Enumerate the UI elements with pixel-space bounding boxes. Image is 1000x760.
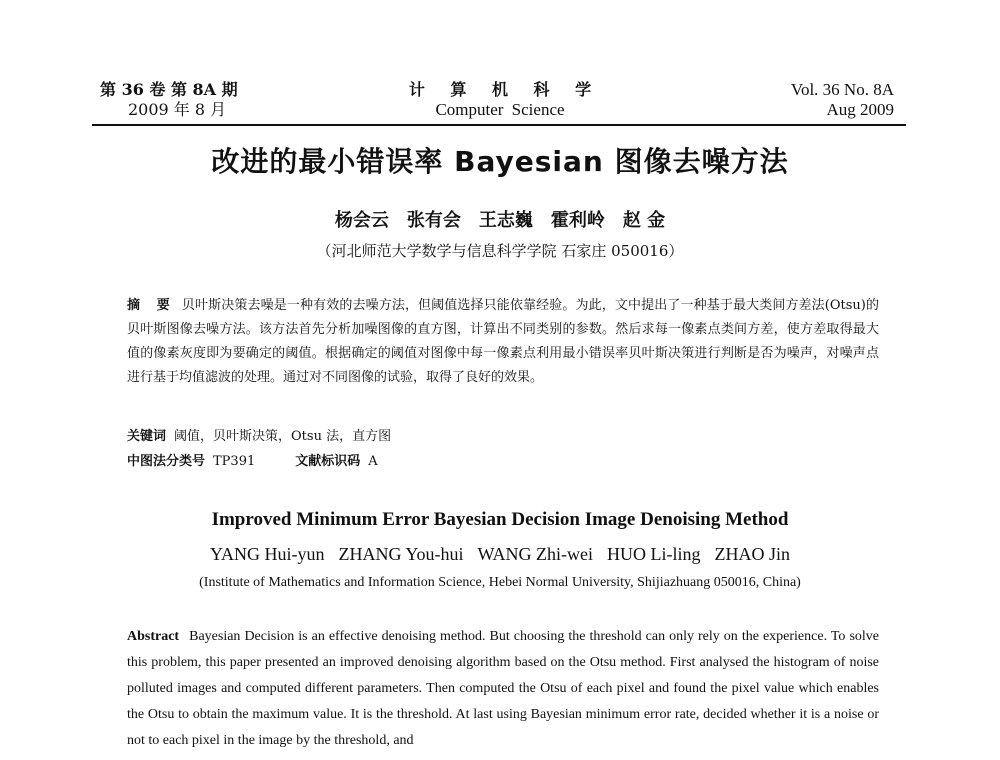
author-cn: 王志巍 xyxy=(478,210,533,231)
keywords-label-cn: 关键词 xyxy=(127,429,167,444)
author-en: YANG Hui-yun xyxy=(210,544,325,564)
abstract-label-cn: 摘 要 xyxy=(127,298,176,313)
header-volume-block xyxy=(791,80,894,120)
header-date-cn: 2009 年 8 月 xyxy=(128,100,227,119)
classification-cn xyxy=(127,451,378,473)
abstract-en xyxy=(127,624,879,760)
doc-code: A xyxy=(368,454,378,469)
title-cn: 改进的最小错误率 Bayesian 图像去噪方法 xyxy=(211,145,789,178)
abstract-text-cn: 贝叶斯决策去噪是一种有效的去噪方法，但阈值选择只能依靠经验。为此，文中提出了一种基于最大类间方差法(Otsu)的贝叶斯图像去噪方法。该方法首先分析加噪图像的直方图，计算出不同类别的参数。然后求每一像素点类间方差，使方差取得最大值的像素灰度即为要确定的阈值。根据确定的阈值对图像中每一像素点利用最小错误率贝叶斯决策进行判断是否为噪声，对噪声点进行基于均值滤波的处理。通过对不同图像的试验，取得了良好的效果。 xyxy=(127,298,879,385)
author-cn: 杨会云 xyxy=(334,210,389,231)
abstract-cn xyxy=(127,294,879,390)
header-date-en: Aug 2009 xyxy=(826,100,894,119)
authors-cn xyxy=(0,208,1000,234)
header-volume-en: Vol. 36 No. 8A xyxy=(790,80,894,99)
author-en: ZHANG You-hui xyxy=(338,544,464,564)
abstract-text-en: Bayesian Decision is an effective denoising method. But choosing the threshold can only rely on the experience. To solve this problem, this paper presented an improved denoising algorithm based on the Otsu method. First analysed the histogram of noise polluted images and computed different parameters. Then computed the Otsu of each pixel and found the pixel value which enables the Otsu to obtain the maximum value. It is the threshold. At last using Bayesian minimum error rate, decided whether it is a noise or not to each pixel in the image by the threshold, and xyxy=(127,629,879,748)
affiliation-en: (Institute of Mathematics and Information Science, Hebei Normal University, Shijiazhuang 050016, China) xyxy=(199,575,801,590)
author-en: ZHAO Jin xyxy=(714,544,790,564)
header-issue-block xyxy=(100,80,238,120)
author-en: HUO Li-ling xyxy=(607,544,701,564)
header-issue-cn: 第 36 卷 第 8A 期 xyxy=(100,80,238,99)
clc-label: 中图法分类号 xyxy=(127,454,206,469)
header-rule xyxy=(92,124,906,126)
authors-en xyxy=(0,541,1000,567)
title-en: Improved Minimum Error Bayesian Decision Image Denoising Method xyxy=(211,509,789,530)
header-journal-block xyxy=(380,80,620,120)
doc-code-label: 文献标识码 xyxy=(295,454,361,469)
running-header xyxy=(0,80,1000,128)
author-en: WANG Zhi-wei xyxy=(477,544,593,564)
affiliation-cn: （河北师范大学数学与信息科学学院 石家庄 050016） xyxy=(316,242,684,260)
journal-name-cn: 计 算 机 科 学 xyxy=(408,80,602,99)
author-cn: 霍利岭 xyxy=(550,210,605,231)
author-cn: 张有会 xyxy=(406,210,461,231)
author-cn: 赵 金 xyxy=(622,210,666,231)
abstract-label-en: Abstract xyxy=(127,629,180,644)
clc-code: TP391 xyxy=(213,454,256,469)
journal-name-en: Computer Science xyxy=(435,100,565,119)
keywords-cn xyxy=(127,426,391,448)
keywords-text-cn: 阈值，贝叶斯决策，Otsu 法，直方图 xyxy=(174,429,392,444)
